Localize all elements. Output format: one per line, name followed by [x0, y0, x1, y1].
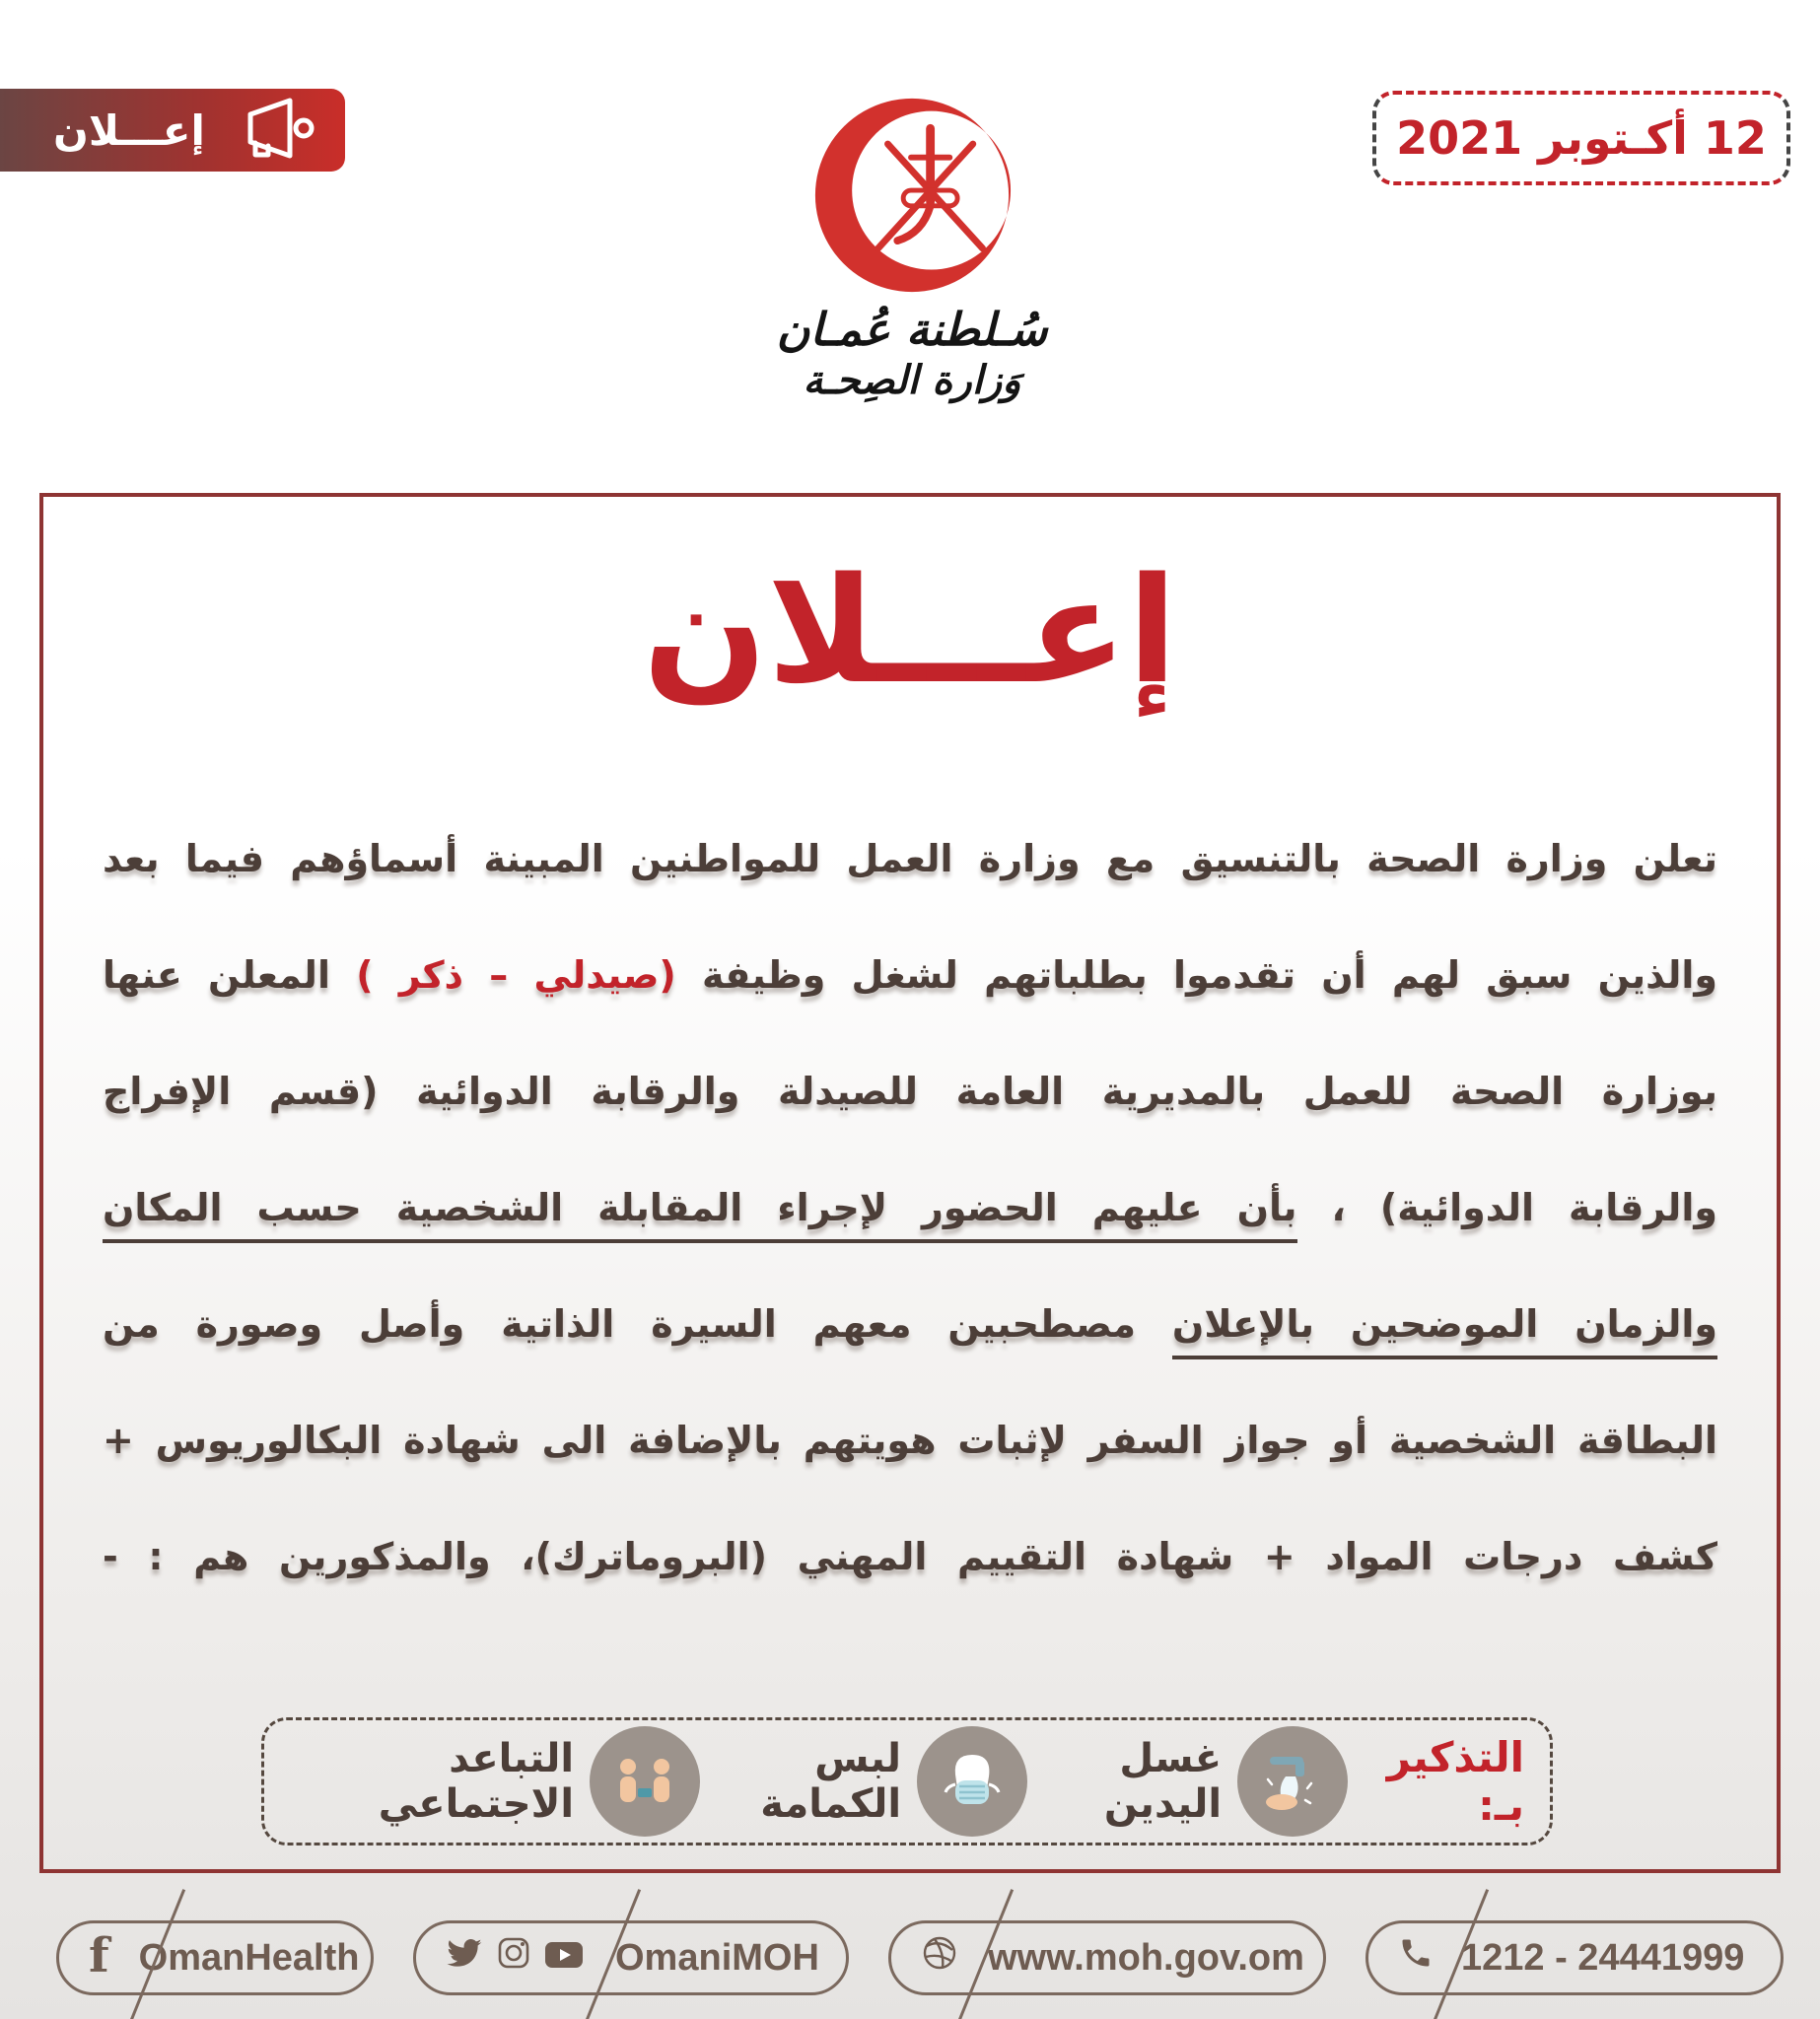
- moh-logo: [715, 94, 1109, 403]
- crescent-emblem-icon: [715, 94, 1109, 297]
- org-name: سُـلطنة عُمـان: [776, 303, 1048, 356]
- social-pill: [413, 1920, 849, 1995]
- announcement-line: بوزارة الصحة للعمل بالمديرية العامة للصيدلة والرقابة الدوائية (قسم الإفراج: [103, 1070, 1717, 1114]
- announcement-body: [103, 801, 1717, 1615]
- announcement-title: إعـــلان: [642, 546, 1178, 716]
- globe-icon: [921, 1934, 958, 1982]
- megaphone-icon: [229, 96, 319, 165]
- handwash-icon: [1237, 1726, 1348, 1837]
- reminder-item-label: لبس الكمامة: [760, 1736, 902, 1827]
- reminder-item-mask: [700, 1726, 1027, 1837]
- twitter-icon: [446, 1937, 483, 1980]
- date-badge: [1372, 91, 1790, 185]
- phone-number: 1212 - 24441999: [1461, 1936, 1745, 1979]
- facebook-pill: [56, 1920, 374, 1995]
- announcement-line: البطاقة الشخصية أو جواز السفر لإثبات هويتهم بالإضافة الى شهادة البكالوريوس +: [103, 1419, 1717, 1463]
- footer: [56, 1920, 1784, 1995]
- date-text: 12 أكـتوبر 2021: [1396, 111, 1767, 165]
- social-handle: OmaniMOH: [615, 1936, 819, 1979]
- mask-icon: [917, 1726, 1027, 1837]
- announcement-line: والزمان الموضحين بالإعلان مصطحبين معهم السيرة الذاتية وأصل وصورة من: [103, 1266, 1717, 1382]
- announcement-line: تعلن وزارة الصحة بالتنسيق مع وزارة العمل للمواطنين المبينة أسماؤهم فيما بعد: [103, 837, 1717, 881]
- reminder-item-label: التباعد الاجتماعي: [378, 1736, 575, 1827]
- website-pill: [888, 1920, 1326, 1995]
- youtube-icon: [544, 1937, 584, 1980]
- facebook-handle: OmanHealth: [138, 1936, 360, 1979]
- reminder-item-distancing: [290, 1726, 700, 1837]
- ribbon-label: إعـــلان: [53, 105, 205, 155]
- announcement-line: والذين سبق لهم أن تقدموا بطلباتهم لشغل وظيفة (صيدلي – ذكر ) المعلن عنها: [103, 953, 1717, 998]
- announcement-ribbon: [0, 89, 345, 172]
- facebook-icon: f: [89, 1928, 109, 1984]
- reminder-item-handwash: [1027, 1726, 1348, 1837]
- covid-reminder-strip: [261, 1717, 1553, 1845]
- distancing-icon: [590, 1726, 700, 1837]
- announcement-line: كشف درجات المواد + شهادة التقييم المهني (البروماترك)، والمذكورين هم : -: [103, 1535, 1717, 1579]
- instagram-icon: [497, 1936, 530, 1980]
- ministry-name: وَزارة الصِحـة: [803, 358, 1021, 403]
- reminder-item-label: غسل اليدين: [1103, 1736, 1223, 1827]
- phone-pill: [1365, 1920, 1784, 1995]
- website-url: www.moh.gov.om: [988, 1936, 1304, 1979]
- reminder-label: التذكير بـ:: [1386, 1733, 1524, 1830]
- phone-icon: [1398, 1935, 1434, 1981]
- announcement-line: والرقابة الدوائية) ، بأن عليهم الحضور لإجراء المقابلة الشخصية حسب المكان: [103, 1149, 1717, 1266]
- announcement-box: [39, 493, 1781, 1873]
